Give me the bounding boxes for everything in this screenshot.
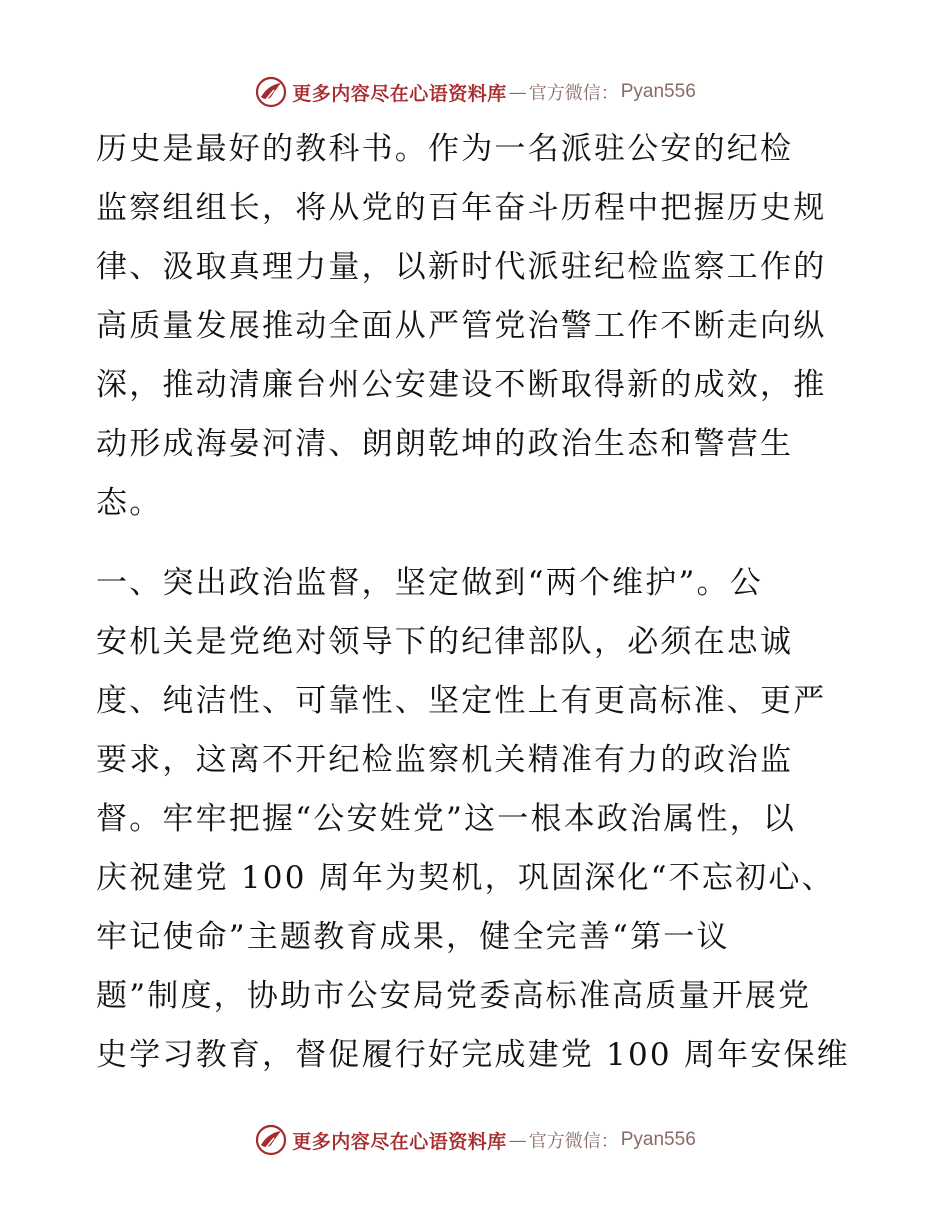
header-wechat-label: 官方微信： [528,83,619,104]
text-line: 史学习教育，督促履行好完成建党 100 周年安保维 [96,1037,850,1073]
text-line: 一、突出政治监督，坚定做到“两个维护”。公 [96,565,763,601]
text-line: 深，推动清廉台州公安建设不断取得新的成效，推 [96,367,827,403]
footer-banner [0,1120,950,1160]
header-wechat-id: Pyan556 [620,81,696,102]
paragraph-section-one [96,554,856,1085]
header-banner [0,72,950,112]
footer-brand-text: 更多内容尽在心语资料库 [292,1130,507,1153]
header-dash: — [508,81,527,103]
footer-wechat-id: Pyan556 [620,1129,696,1150]
text-line: 动形成海晏河清、朗朗乾坤的政治生态和警营生 [96,426,794,462]
text-line: 督。牢牢把握“公安姓党”这一根本政治属性，以 [96,801,797,837]
text-line: 题”制度，协助市公安局党委高标准高质量开展党 [96,978,812,1014]
text-line: 监察组组长，将从党的百年奋斗历程中把握历史规 [96,190,827,226]
text-line: 要求，这离不开纪检监察机关精准有力的政治监 [96,742,794,778]
text-line: 安机关是党绝对领导下的纪律部队，必须在忠诚 [96,624,794,660]
footer-wechat-label: 官方微信： [528,1131,619,1152]
text-line: 态。 [96,485,163,521]
document-body [96,120,856,1085]
paragraph-intro [96,120,856,533]
text-line: 历史是最好的教科书。作为一名派驻公安的纪检 [96,131,794,167]
text-line: 律、汲取真理力量，以新时代派驻纪检监察工作的 [96,249,827,285]
text-line: 庆祝建党 100 周年为契机，巩固深化“不忘初心、 [96,860,835,896]
footer-dash: — [508,1129,527,1151]
text-line: 度、纯洁性、可靠性、坚定性上有更高标准、更严 [96,683,827,719]
text-line: 高质量发展推动全面从严管党治警工作不断走向纵 [96,308,827,344]
header-brand-text: 更多内容尽在心语资料库 [292,82,507,105]
pen-logo-icon [254,75,288,109]
text-line: 牢记使命”主题教育成果，健全完善“第一议 [96,919,730,955]
pen-logo-icon [254,1123,288,1157]
